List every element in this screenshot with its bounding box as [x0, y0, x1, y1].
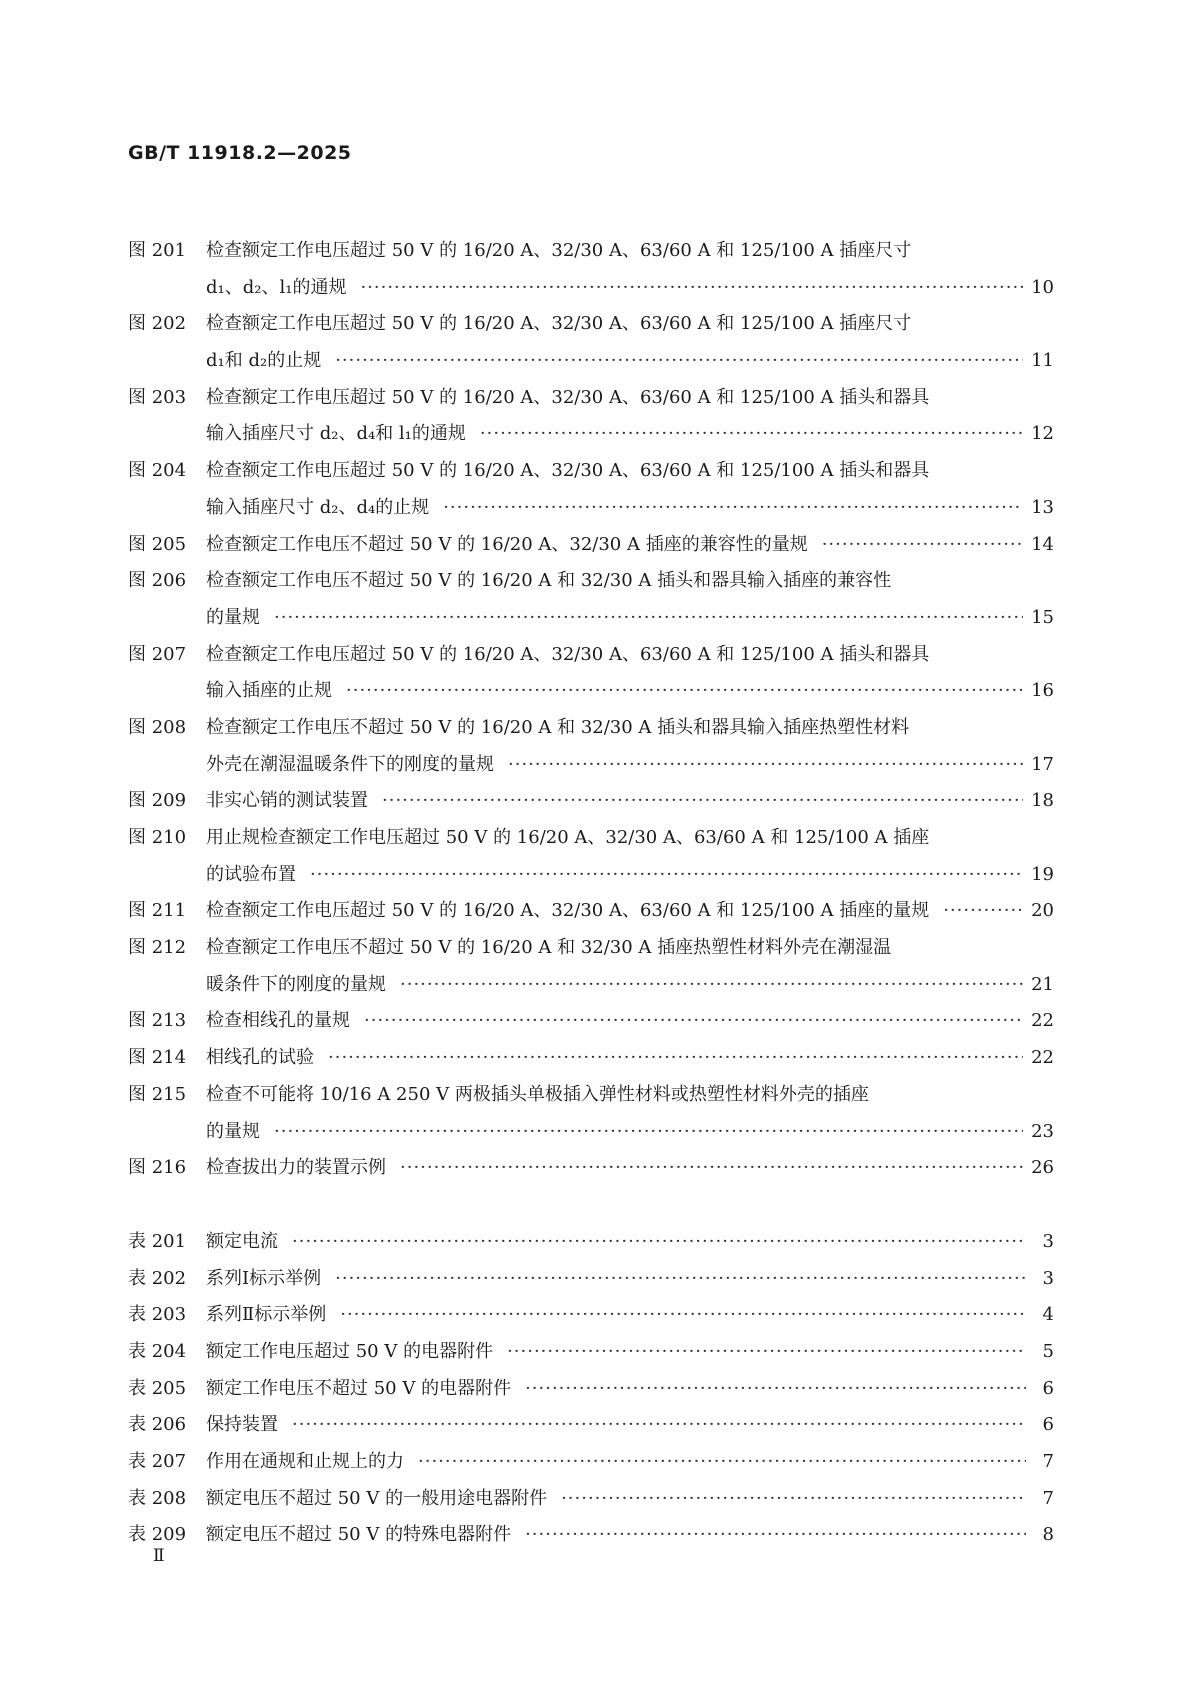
entry-number: 图 207 — [128, 643, 187, 665]
entry-title: 额定电压不超过 50 V 的一般用途电器附件 — [206, 1487, 548, 1509]
toc-entry-figure-201[interactable] — [128, 233, 1054, 306]
entry-title-continued: 输入插座尺寸 d₂、d₄的止规 — [206, 496, 430, 518]
entry-title: 检查额定工作电压不超过 50 V 的 16/20 A 和 32/30 A 插座热塑性材料外壳在潮湿温 — [206, 937, 892, 959]
entry-number: 图 202 — [128, 313, 187, 335]
page-number: 7 — [1042, 1451, 1054, 1472]
entry-title: 检查额定工作电压超过 50 V 的 16/20 A、32/30 A、63/60 A 和 125/100 A 插座尺寸 — [206, 313, 912, 335]
dot-leader — [340, 1297, 1026, 1334]
page-number: 10 — [1031, 276, 1054, 298]
dot-leader — [943, 893, 1023, 930]
toc-entry-figure-210[interactable] — [128, 820, 1054, 893]
entry-title: 检查额定工作电压超过 50 V 的 16/20 A、32/30 A、63/60 A 和 125/100 A 插座的量规 — [206, 900, 930, 922]
toc-entry-table-205[interactable] — [128, 1371, 1054, 1408]
entry-number: 图 210 — [128, 827, 187, 848]
page-number: 13 — [1031, 496, 1054, 518]
dot-leader — [274, 600, 1023, 637]
standard-number: GB/T 11918.2—2025 — [128, 142, 352, 164]
entry-title-continued: 的试验布置 — [206, 863, 296, 885]
toc-entry-figure-216[interactable] — [128, 1150, 1054, 1187]
entry-number: 图 216 — [128, 1157, 187, 1179]
figure-list — [128, 233, 1054, 1187]
toc-entry-figure-206[interactable] — [128, 563, 1054, 636]
page-number: 14 — [1031, 533, 1054, 555]
entry-title: 检查额定工作电压超过 50 V 的 16/20 A、32/30 A、63/60 A 和 125/100 A 插头和器具 — [206, 386, 930, 408]
toc-entry-table-201[interactable] — [128, 1224, 1054, 1261]
toc-entry-figure-212[interactable] — [128, 930, 1054, 1003]
dot-leader — [346, 673, 1023, 710]
entry-title: 系列Ⅱ标示举例 — [206, 1304, 327, 1326]
page-number: 15 — [1031, 606, 1054, 628]
entry-number: 表 202 — [128, 1267, 187, 1289]
entry-number: 图 214 — [128, 1047, 187, 1069]
page-number: 5 — [1042, 1340, 1054, 1362]
toc-entry-table-208[interactable] — [128, 1481, 1054, 1518]
entry-number: 表 205 — [128, 1377, 187, 1399]
dot-leader — [274, 1114, 1023, 1151]
entry-number: 图 204 — [128, 460, 187, 482]
entry-title: 检查不可能将 10/16 A 250 V 两极插头单极插入弹性材料或热塑性材料外壳的插座 — [206, 1083, 869, 1105]
dot-leader — [418, 1444, 1026, 1481]
entry-title: 用止规检查额定工作电压超过 50 V 的 16/20 A、32/30 A、63/60 A 和 125/100 A 插座 — [206, 827, 930, 848]
page-number: 17 — [1031, 753, 1054, 775]
page-number: 26 — [1031, 1157, 1054, 1179]
entry-title: 额定电流 — [206, 1230, 278, 1252]
toc-entry-figure-213[interactable] — [128, 1003, 1054, 1040]
entry-title: 检查额定工作电压超过 50 V 的 16/20 A、32/30 A、63/60 A 和 125/100 A 插座尺寸 — [206, 240, 912, 261]
dot-leader — [335, 1261, 1026, 1298]
table-list — [128, 1224, 1054, 1554]
dot-leader — [507, 1334, 1026, 1371]
page-number: 8 — [1042, 1524, 1054, 1546]
toc-entry-table-204[interactable] — [128, 1334, 1054, 1371]
entry-title: 检查相线孔的量规 — [206, 1010, 350, 1032]
entry-title: 非实心销的测试装置 — [206, 790, 368, 812]
toc-entry-figure-202[interactable] — [128, 306, 1054, 379]
entry-title: 检查额定工作电压不超过 50 V 的 16/20 A、32/30 A 插座的兼容性的量规 — [206, 533, 808, 555]
entry-title-continued: 的量规 — [206, 606, 260, 628]
page-number: 16 — [1031, 680, 1054, 702]
entry-number: 表 204 — [128, 1340, 187, 1362]
entry-title-continued: 输入插座的止规 — [206, 680, 332, 702]
page-number: 21 — [1031, 973, 1054, 995]
toc-entry-figure-204[interactable] — [128, 453, 1054, 526]
dot-leader — [328, 1040, 1023, 1077]
entry-number: 图 203 — [128, 386, 187, 408]
dot-leader — [364, 1003, 1023, 1040]
entry-number: 图 212 — [128, 937, 187, 959]
dot-leader — [525, 1371, 1026, 1408]
dot-leader — [292, 1407, 1026, 1444]
dot-leader — [561, 1481, 1026, 1518]
toc-entry-figure-209[interactable] — [128, 783, 1054, 820]
toc-entry-figure-203[interactable] — [128, 380, 1054, 453]
entry-title-continued: 的量规 — [206, 1120, 260, 1142]
entry-number: 表 206 — [128, 1414, 187, 1436]
page-number: 6 — [1042, 1414, 1054, 1436]
entry-number: 图 208 — [128, 716, 187, 738]
page-number: 7 — [1042, 1487, 1054, 1509]
dot-leader — [360, 270, 1023, 307]
page-number: 3 — [1042, 1230, 1054, 1252]
entry-title-continued: d₁和 d₂的止规 — [206, 350, 322, 372]
entry-title: 相线孔的试验 — [206, 1047, 314, 1069]
page-number: 12 — [1031, 423, 1054, 445]
dot-leader — [508, 747, 1023, 784]
page-number-roman: Ⅱ — [153, 1546, 165, 1566]
entry-number: 表 207 — [128, 1451, 187, 1472]
table-of-contents — [128, 233, 1054, 1554]
dot-leader — [525, 1517, 1026, 1554]
dot-leader — [822, 527, 1023, 564]
entry-title: 系列Ⅰ标示举例 — [206, 1267, 322, 1289]
toc-entry-figure-207[interactable] — [128, 637, 1054, 710]
entry-title-continued: 输入插座尺寸 d₂、d₄和 l₁的通规 — [206, 423, 466, 445]
toc-entry-table-206[interactable] — [128, 1407, 1054, 1444]
entry-title: 保持装置 — [206, 1414, 278, 1436]
entry-number: 图 206 — [128, 570, 187, 592]
toc-entry-table-207[interactable] — [128, 1444, 1054, 1481]
page-number: 23 — [1031, 1120, 1054, 1142]
page-number: 18 — [1031, 790, 1054, 812]
section-gap — [128, 1187, 1054, 1224]
entry-number: 表 203 — [128, 1304, 187, 1326]
toc-entry-table-202[interactable] — [128, 1261, 1054, 1298]
toc-entry-figure-208[interactable] — [128, 710, 1054, 783]
entry-title-continued: 暖条件下的刚度的量规 — [206, 973, 386, 995]
dot-leader — [310, 857, 1023, 894]
entry-number: 图 209 — [128, 790, 187, 812]
dot-leader — [400, 1150, 1023, 1187]
entry-number: 图 213 — [128, 1010, 187, 1032]
entry-title: 检查拔出力的装置示例 — [206, 1157, 386, 1179]
dot-leader — [382, 783, 1023, 820]
entry-number: 图 215 — [128, 1083, 187, 1105]
dot-leader — [400, 967, 1023, 1004]
entry-title: 检查额定工作电压不超过 50 V 的 16/20 A 和 32/30 A 插头和器具输入插座的兼容性 — [206, 570, 892, 592]
toc-entry-figure-205[interactable] — [128, 527, 1054, 564]
toc-entry-figure-211[interactable] — [128, 893, 1054, 930]
entry-number: 表 201 — [128, 1230, 187, 1252]
entry-title: 额定电压不超过 50 V 的特殊电器附件 — [206, 1524, 512, 1546]
entry-number: 图 205 — [128, 533, 187, 555]
entry-title: 作用在通规和止规上的力 — [206, 1451, 404, 1472]
entry-title: 检查额定工作电压不超过 50 V 的 16/20 A 和 32/30 A 插头和器具输入插座热塑性材料 — [206, 716, 910, 738]
dot-leader — [292, 1224, 1026, 1261]
page-number: 20 — [1031, 900, 1054, 922]
entry-title-continued: 外壳在潮湿温暖条件下的刚度的量规 — [206, 753, 494, 775]
page-number: 4 — [1042, 1304, 1054, 1326]
entry-number: 表 209 — [128, 1524, 187, 1546]
entry-title: 检查额定工作电压超过 50 V 的 16/20 A、32/30 A、63/60 A 和 125/100 A 插头和器具 — [206, 643, 930, 665]
dot-leader — [335, 343, 1023, 380]
page-number: 22 — [1031, 1047, 1054, 1069]
entry-number: 图 201 — [128, 240, 187, 261]
entry-title-continued: d₁、d₂、l₁的通规 — [206, 276, 347, 298]
toc-entry-figure-214[interactable] — [128, 1040, 1054, 1077]
entry-title: 额定工作电压不超过 50 V 的电器附件 — [206, 1377, 512, 1399]
page-number: 22 — [1031, 1010, 1054, 1032]
page-number: 6 — [1042, 1377, 1054, 1399]
entry-title: 额定工作电压超过 50 V 的电器附件 — [206, 1340, 494, 1362]
toc-entry-table-203[interactable] — [128, 1297, 1054, 1334]
entry-number: 表 208 — [128, 1487, 187, 1509]
page-number: 3 — [1042, 1267, 1054, 1289]
toc-entry-figure-215[interactable] — [128, 1077, 1054, 1150]
toc-entry-table-209[interactable] — [128, 1517, 1054, 1554]
page-number: 11 — [1031, 350, 1054, 372]
entry-title: 检查额定工作电压超过 50 V 的 16/20 A、32/30 A、63/60 A 和 125/100 A 插头和器具 — [206, 460, 930, 482]
dot-leader — [480, 416, 1023, 453]
entry-number: 图 211 — [128, 900, 187, 922]
dot-leader — [443, 490, 1023, 527]
page-number: 19 — [1031, 863, 1054, 885]
